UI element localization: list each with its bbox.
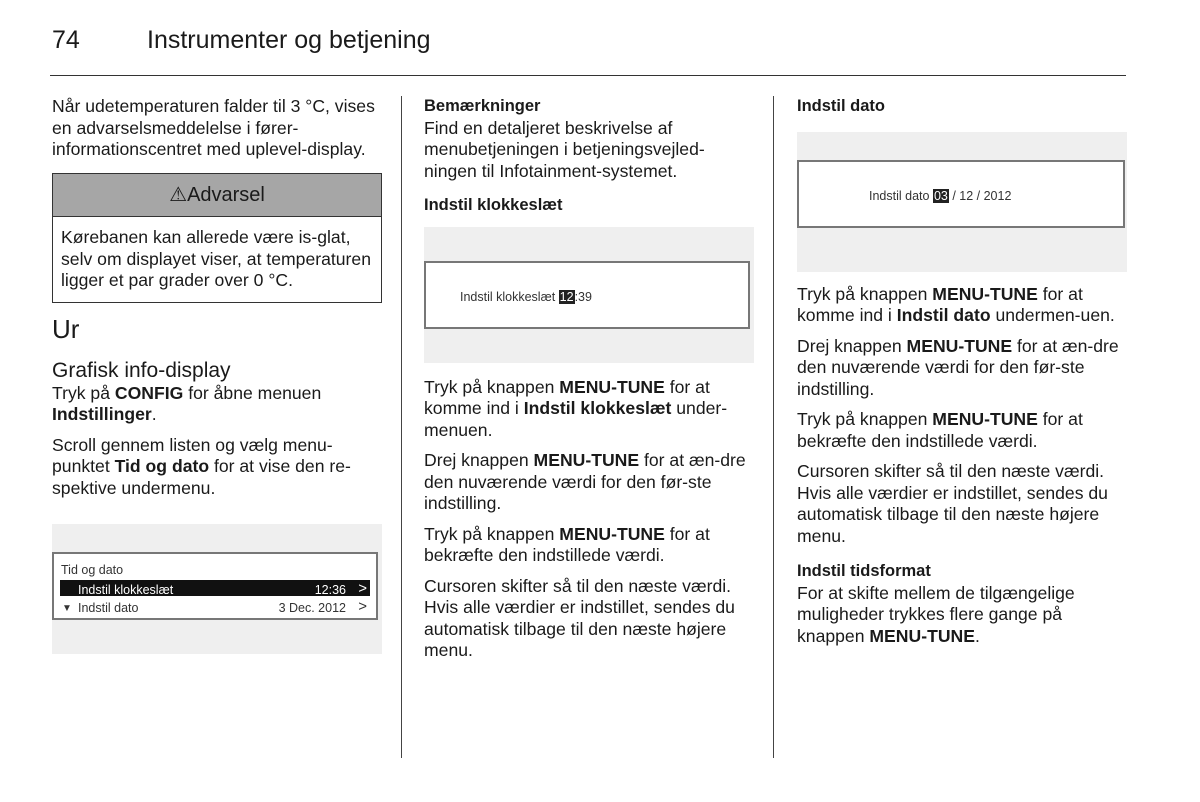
page-number: 74 (52, 26, 80, 54)
cursor-value: 12 (559, 289, 574, 304)
notes-title: Bemærkninger (424, 97, 541, 115)
section-heading-ur: Ur (52, 313, 80, 344)
date-step4: Cursoren skifter så til den næste værdi. Hvis alle værdier er indstillet, sendes du automatisk tilbage til den næste højere menu. (797, 461, 1108, 546)
column-divider-1 (401, 96, 402, 758)
header-rule (50, 75, 1126, 76)
column-1 (52, 96, 382, 654)
format-paragraph: For at skifte mellem de tilgængelige muligheder trykkes flere gange på knappen MENU-TUNE. (797, 582, 1075, 646)
date-step2: Drej knappen MENU-TUNE for at æn-dre den nuværende værdi for den før-ste indstilling. (797, 335, 1119, 399)
warning-header (53, 174, 381, 218)
date-display (797, 160, 1125, 228)
warning-box (52, 173, 382, 303)
chevron-right-icon: > (358, 580, 367, 597)
cursor-value: 03 (933, 188, 948, 203)
scroll-paragraph: Scroll gennem listen og vælg menu-punktet Tid og dato for at vise den re-spektive undermenu. (52, 434, 351, 498)
menu-row: ▼ Indstil dato 3 Dec. 2012 > (60, 598, 370, 614)
chapter-title: Instrumenter og betjening (147, 26, 431, 54)
subheading-clock: Indstil klokkeslæt (424, 196, 563, 214)
menu-display (52, 552, 378, 620)
column-divider-2 (773, 96, 774, 758)
clock-step1: Tryk på knappen MENU-TUNE for at komme ind i Indstil klokkeslæt under-menuen. (424, 376, 728, 440)
arrow-down-icon: ▼ (62, 603, 72, 614)
page-header (50, 26, 1125, 56)
menu-row-selected: Indstil klokkeslæt 12:36 > (60, 580, 370, 596)
date-step1: Tryk på knappen MENU-TUNE for at komme ind i Indstil dato undermen-uen. (797, 283, 1115, 325)
date-step3: Tryk på knappen MENU-TUNE for at bekræfte den indstillede værdi. (797, 409, 1083, 451)
column-3 (797, 96, 1127, 656)
clock-step4: Cursoren skifter så til den næste værdi. Hvis alle værdier er indstillet, sendes du automatisk tilbage til den næste højere menu. (424, 575, 735, 660)
clock-figure (424, 227, 754, 363)
warning-title: Advarsel (187, 183, 265, 206)
clock-step3: Tryk på knappen MENU-TUNE for at bekræfte den indstillede værdi. (424, 523, 710, 565)
clock-step2: Drej knappen MENU-TUNE for at æn-dre den nuværende værdi for den før-ste indstilling. (424, 450, 746, 513)
subsection-heading-grafisk: Grafisk info-display (52, 358, 231, 382)
config-paragraph: Tryk på CONFIG for åbne menuen Indstillinger. (52, 382, 322, 424)
menu-title: Tid og dato (61, 563, 124, 577)
notes-text: Find en detaljeret beskrivelse af menubetjeningen i betjeningsvejled-ningen til Infotainment-systemet. (424, 117, 705, 181)
warning-triangle-icon: ⚠ (169, 183, 188, 206)
date-display-text: Indstil dato 03 / 12 / 2012 (869, 188, 1012, 203)
subheading-date: Indstil dato (797, 97, 885, 115)
clock-display-text: Indstil klokkeslæt 12:39 (460, 289, 592, 304)
menu-figure (52, 524, 382, 654)
chevron-right-icon: > (358, 598, 367, 615)
subheading-format: Indstil tidsformat (797, 562, 931, 580)
date-figure (797, 132, 1127, 272)
column-2 (424, 96, 754, 671)
clock-display (424, 261, 750, 329)
intro-paragraph: Når udetemperaturen falder til 3 °C, vises en advarselsmeddelelse i fører-informationscentret med uplevel-display. (52, 96, 375, 159)
warning-text: Kørebanen kan allerede være is-glat, selv om displayet viser, at temperaturen ligger et par grader over 0 °C. (61, 227, 371, 290)
